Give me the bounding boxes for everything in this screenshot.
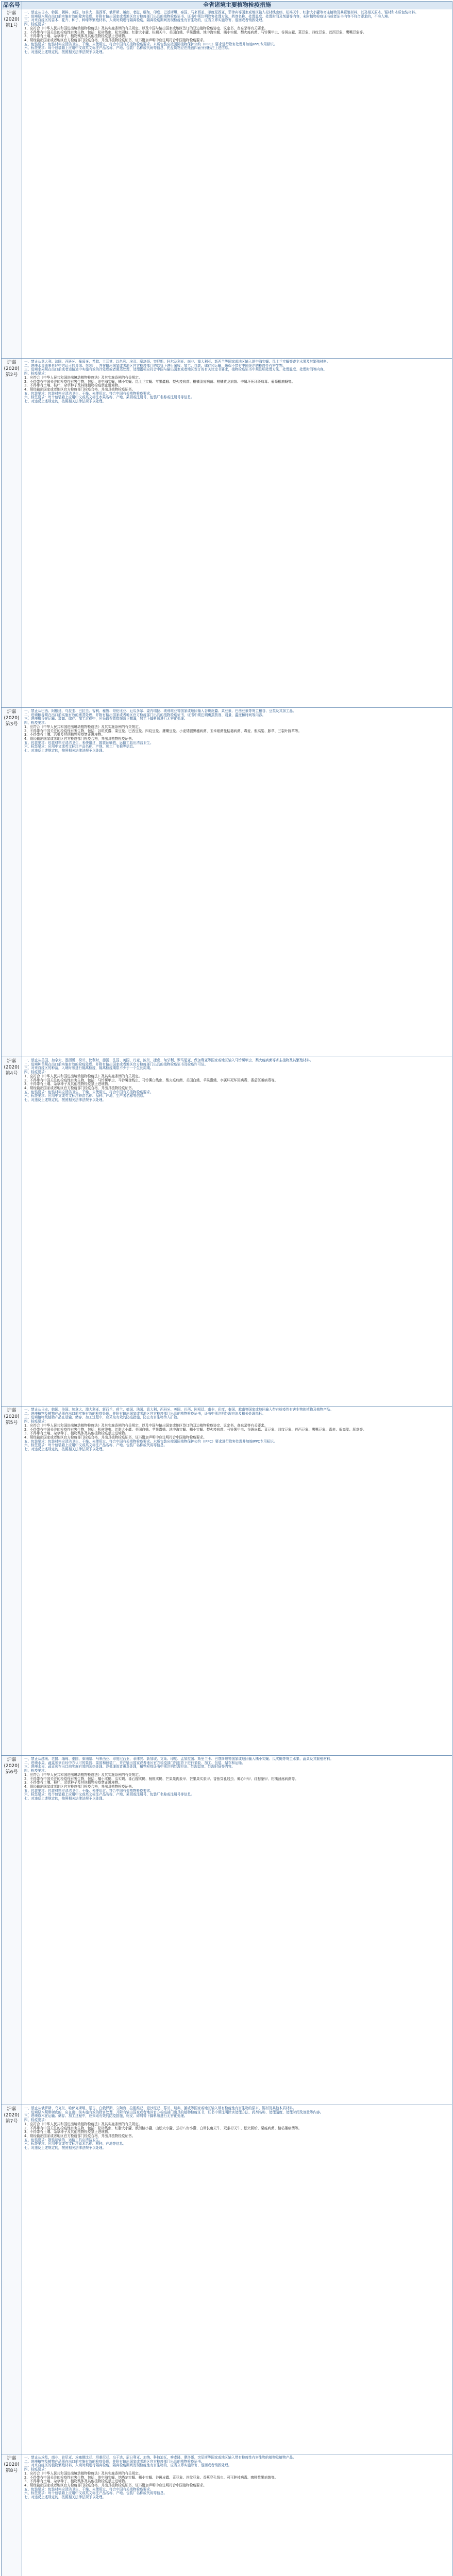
row-code: 沪嘉(2020)第8号 bbox=[2, 2454, 22, 2576]
content-line: 五、包装要求：散装运输的，运输工具应清洁卫生。 bbox=[24, 2138, 103, 2142]
content-line: 七、对违反上述规定的，按照相关法律法规予以处理。 bbox=[24, 1098, 106, 1103]
content-line: 三、进境原木在运输、储存、加工过程中，应采取有效的防疫措施，树皮、碎屑等下脚料须进行无害化处理。 bbox=[24, 2114, 188, 2119]
content-line: 六、标签要求：每个包装箱上应用中文或英文标注产品名称、产地、包装厂名称或代码等信息。 bbox=[24, 1443, 167, 1448]
row-content bbox=[22, 1756, 452, 2105]
table-row bbox=[2, 1057, 452, 1406]
content-line: 四、检疫要求： bbox=[24, 2118, 48, 2123]
content-line: 2、不得带有中国关注的检疫性有害生物，包括：地中海实蝇、纳塔尔实蝇、橘小实蝇、谷斑皮蠹、菜豆象、四纹豆象、香蕉穿孔线虫、可可肿枝病毒、咖啡浆果病菌等。 bbox=[24, 2475, 278, 2480]
content-line: 七、对违反上述规定的，按照相关法律法规予以处理。 bbox=[24, 2146, 106, 2150]
content-line: 3、不得带有土壤、活虫及其他植物检疫禁止进境物。 bbox=[24, 733, 105, 737]
content-line: 3、不得带有土壤、杂草种子及其他植物检疫禁止进境物。 bbox=[24, 1082, 112, 1087]
row-code: 沪嘉(2020)第5号 bbox=[2, 1406, 22, 1756]
content-line: 1、应符合《中华人民共和国进出境动植物检疫法》及其实施条例的有关规定。 bbox=[24, 1772, 142, 1777]
content-line: 六、标签要求：每个包装箱上应用中文或英文标注产品名称、产地、果园或注册号、包装厂名称或注册号等信息。 bbox=[24, 1792, 194, 1797]
content-line: 三、对来自疫区的种苗，入境时须进行隔离检疫，隔离检疫期限不少于一个生长周期。 bbox=[24, 1066, 154, 1071]
table-row bbox=[2, 1756, 452, 2105]
row-content bbox=[22, 2105, 452, 2454]
row-content bbox=[22, 708, 452, 1057]
content-line: 1、应符合《中华人民共和国进出境动植物检疫法》及其实施条例的有关规定，以及中国与输出国家或地区签订的双边植物检疫协定、议定书、备忘录等有关要求。 bbox=[24, 26, 268, 30]
content-line: 一、禁止从埃及、南非、肯尼亚、埃塞俄比亚、坦桑尼亚、乌干达、尼日利亚、加纳、科特迪瓦、喀麦隆、摩洛哥、突尼斯等国家或地区输入带有检疫性有害生物的植物及植物产品。 bbox=[24, 2455, 296, 2460]
content-line: 五、包装要求：包装材料应清洁卫生、干燥、未使用过，符合中国有关植物检疫要求。 bbox=[24, 2487, 154, 2492]
content-line: 七、对违反上述规定的，按照相关法律法规予以处理。 bbox=[24, 399, 106, 404]
content-line: 三、进境粮谷在运输、装卸、储存、加工过程中，应采取有效措施防止撒漏，加工下脚料须进行无害化处理。 bbox=[24, 717, 188, 721]
content-line: 七、对违反上述规定的，按照相关法律法规予以处理。 bbox=[24, 1797, 106, 1801]
content-line: 1、应符合《中华人民共和国进出境动植物检疫法》及其实施条例的有关规定。 bbox=[24, 1074, 142, 1078]
table-header-row bbox=[2, 2, 452, 9]
content-line: 二、进境原木须在出口前实施有效的除害处理，并附有输出国家或者地区官方检疫部门出具的植物检疫证书，证书中须注明除害处理方法、药剂名称、处理温度、处理时间及剂量等内容，未附植物检疫证书或者证书内容不符合要求的，不准入境。 bbox=[24, 14, 392, 19]
content-line: 四、检疫要求： bbox=[24, 1769, 48, 1773]
content-line: 一、禁止从俄罗斯、乌克兰、哈萨克斯坦、蒙古、白俄罗斯、立陶宛、拉脱维亚、爱沙尼亚、芬兰、瑞典、挪威等国家或地区输入带有检疫性有害生物的原木、锯材及其他木质材料。 bbox=[24, 2106, 296, 2110]
content-line: 1、应符合《中华人民共和国进出境动植物检疫法》及其实施条例的有关规定，以及中国与输出国家或地区签订的双边植物检疫协定、议定书、备忘录等有关要求。 bbox=[24, 1423, 268, 1428]
content-line: 2、不得带有中国关注的检疫性有害生物，包括：地中海实蝇、橘小实蝇、昆士兰实蝇、苹果蠹蛾、梨火疫病菌、柑橘溃疡病菌、柑橘黄龙病菌、李属坏死环斑病毒、葡萄根瘤蚜等。 bbox=[24, 379, 295, 384]
content-line: 一、禁止从巴西、阿根廷、乌拉圭、巴拉圭、智利、秘鲁、哥伦比亚、厄瓜多尔、委内瑞拉、玻利维亚等国家或地区输入谷斑皮蠹、菜豆象、巴西豆象等寄主粮谷、豆类及其加工品。 bbox=[24, 709, 296, 713]
content-line: 五、包装要求：包装材料应清洁卫生、干燥、未使用过，符合中国有关植物检疫要求。木质包装应按国际植物保护公约（IPPC）要求进行除害处理并加施IPPC专用标识。 bbox=[24, 1439, 277, 1444]
content-line: 六、标签要求：应用中文或英文标注种苗名称、品种、产地、生产者名称等信息。 bbox=[24, 1094, 147, 1098]
code-column-header: 品名号 bbox=[2, 2, 22, 9]
table-row bbox=[2, 359, 452, 708]
content-line: 四、检疫要求： bbox=[24, 22, 48, 27]
content-line: 六、标签要求：应用中文或英文标注产品名称、产地、加工厂名称等信息。 bbox=[24, 744, 137, 749]
content-line: 4、须经输出国家或者地区官方检疫部门检疫合格，并出具植物检疫证书。 bbox=[24, 1784, 136, 1789]
content-line: 1、应符合《中华人民共和国进出境动植物检疫法》及其实施条例的有关规定。 bbox=[24, 2471, 142, 2476]
content-line: 二、进境水果、蔬菜须来自经中方认可的果园、菜园和包装厂，并在输出国家或者地区官方检疫部门的监管下进行采收、加工、包装、储存和运输。 bbox=[24, 1760, 245, 1765]
content-line: 4、须经输出国家或者地区官方检疫部门检疫合格，并出具植物检疫证书，证书附加声明中应注明符合中国植物检疫要求。 bbox=[24, 38, 207, 42]
content-line: 一、禁止从美国、加拿大、墨西哥、荷兰、比利时、德国、法国、英国、丹麦、波兰、捷克、匈牙利、罗马尼亚、保加利亚等国家或地区输入马铃薯甲虫、梨火疫病菌等寄主植物及其繁殖材料。 bbox=[24, 1058, 313, 1062]
row-code: 沪嘉(2020)第6号 bbox=[2, 1756, 22, 2105]
content-line: 4、须经输出国家或者地区官方检疫部门检疫合格，并出具植物检疫证书。 bbox=[24, 2133, 136, 2138]
content-line: 四、检疫要求： bbox=[24, 1419, 48, 1424]
content-line: 2、不得带有中国关注的检疫性有害生物，包括：谷斑皮蠹、菜豆象、巴西豆象、四纹豆象、鹰嘴豆象、小麦矮腥黑穗病菌、玉米细菌性枯萎病菌、毒麦、假高粱、豚草、三裂叶豚草等。 bbox=[24, 728, 302, 733]
content-line: 四、检疫要求： bbox=[24, 1070, 48, 1075]
content-line: 五、包装要求：包装材料应清洁卫生、干燥、未使用过，符合中国有关植物检疫要求。 bbox=[24, 1090, 154, 1094]
table-row bbox=[2, 1406, 452, 1756]
content-line: 三、进境水果须在出口前或者运输途中实施有效的冷处理或者熏蒸处理，处理指标应符合中国与输出国家或者地区签订的有关议定书要求，植物检疫证书中须注明处理方法、处理温度、处理时间等内容。 bbox=[24, 367, 327, 372]
content-line: 一、禁止从日本、韩国、美国、加拿大、澳大利亚、新西兰、荷兰、德国、法国、意大利、西班牙、英国、巴西、阿根廷、南非、印度、泰国、越南等国家或地区输入带有检疫性有害生物的植物及植物产品。 bbox=[24, 1408, 334, 1412]
content-line: 四、检疫要求： bbox=[24, 371, 48, 376]
content-line: 二、进境原木须带树皮的，应在出口前实施有效的除害处理，并附有输出国家或者地区官方检疫部门出具的植物检疫证书，证书中须注明除害处理方法、药剂名称、处理温度、处理时间及剂量等内容。 bbox=[24, 2110, 324, 2114]
row-content bbox=[22, 1406, 452, 1756]
row-content bbox=[22, 9, 452, 359]
content-line: 六、标签要求：应用中文或英文标注原木名称、树种、产地等信息。 bbox=[24, 2142, 126, 2146]
content-line: 五、包装要求：包装材料应清洁卫生、干燥、未使用过，符合中国有关植物检疫要求。 bbox=[24, 391, 154, 396]
table-row bbox=[2, 9, 452, 359]
content-line: 4、须经输出国家或者地区官方检疫部门检疫合格，并出具植物检疫证书。 bbox=[24, 387, 136, 392]
row-code: 沪嘉(2020)第4号 bbox=[2, 1057, 22, 1406]
table-row bbox=[2, 2105, 452, 2454]
content-line: 4、须经输出国家或者地区官方检疫部门检疫合格，并出具植物检疫证书，证书附加声明中应注明符合中国植物检疫要求。 bbox=[24, 1435, 207, 1439]
row-code: 沪嘉(2020)第3号 bbox=[2, 708, 22, 1057]
content-line: 三、对来自疫区的植物繁殖材料，入境时须进行隔离检疫，隔离检疫期间发现检疫性有害生物的，应当立即实施除害、退回或者销毁处理。 bbox=[24, 2463, 232, 2468]
content-line: 二、进境粮谷须在出口前实施有效的熏蒸处理，并附有输出国家或者地区官方检疫部门出具的植物检疫证书，证书中须注明熏蒸药剂、剂量、温度和时间等内容。 bbox=[24, 713, 266, 717]
content-line: 五、包装要求：包装材料应清洁卫生、未使用过，散装运输的，运输工具应清洁卫生。 bbox=[24, 740, 154, 745]
content-line: 2、不得带有中国关注的检疫性有害生物，包括：马铃薯甲虫、马铃薯金线虫、马铃薯白线虫、梨火疫病菌、美国白蛾、苹果蠹蛾、李属坏死环斑病毒、番茄斑萎病毒等。 bbox=[24, 1078, 278, 1082]
content-line: 1、应符合《中华人民共和国进出境动植物检疫法》及其实施条例的有关规定。 bbox=[24, 2122, 142, 2126]
table-body bbox=[2, 9, 452, 2576]
row-code: 沪嘉(2020)第2号 bbox=[2, 359, 22, 708]
content-line: 四、检疫要求： bbox=[24, 2467, 48, 2472]
table-title: 全省诸境主要植物检疫措施 bbox=[22, 2, 452, 9]
content-line: 七、对违反上述规定的，按照相关法律法规予以处理。 bbox=[24, 2495, 106, 2500]
content-line: 三、对来自疫区的苗木、花卉、种子、种球等繁殖材料，入境时须进行隔离检疫，隔离检疫期间发现检疫性有害生物的，应当立即实施除害、退回或者销毁处理。 bbox=[24, 18, 266, 23]
content-line: 3、不得带有土壤、杂草种子、植物残体及其他植物检疫禁止进境物。 bbox=[24, 2479, 129, 2484]
content-line: 4、须经输出国家或者地区官方检疫部门检疫合格，并出具植物检疫证书，证书附加声明中应注明符合中国植物检疫要求。 bbox=[24, 2483, 207, 2487]
content-line: 六、标签要求：每个包装箱上应用中文或英文标注产品名称、产地、包装厂名称或代码等信息，托盘货物应在托盘四面分别标注上述信息。 bbox=[24, 46, 232, 50]
content-line: 四、检疫要求： bbox=[24, 721, 48, 725]
row-code: 沪嘉(2020)第1号 bbox=[2, 9, 22, 359]
content-line: 3、不得带有土壤、枝叶、杂草种子及其他植物检疫禁止进境物。 bbox=[24, 383, 122, 388]
content-line: 七、对违反上述规定的，按照相关法律法规予以处理。 bbox=[24, 749, 106, 753]
measures-table bbox=[1, 1, 452, 2576]
content-line: 一、禁止从越南、老挝、缅甸、泰国、柬埔寨、马来西亚、印度尼西亚、菲律宾、新加坡、文莱、印度、孟加拉国、斯里兰卡、巴基斯坦等国家或地区输入橘小实蝇、瓜实蝇等寄主水果、蔬菜及其繁殖材料。 bbox=[24, 1757, 334, 1761]
row-content bbox=[22, 1057, 452, 1406]
content-line: 2、不得带有中国关注的检疫性有害生物，包括：松材线虫、红脂大小蠹、美国白蛾、苹果蠹蛾、地中海实蝇、橘小实蝇、梨火疫病菌、马铃薯甲虫、谷斑皮蠹、菜豆象、四纹豆象、巴西豆象、鹰嘴豆象、毒麦、假高粱、豚草等。 bbox=[24, 1427, 366, 1432]
content-line: 七、对违反上述规定的，按照相关法律法规予以处理。 bbox=[24, 1447, 106, 1452]
content-line: 六、标签要求：每个包装箱上应用中文或英文标注产品名称、产地、包装厂名称或代码等信息。 bbox=[24, 2491, 167, 2496]
content-line: 2、不得带有中国关注的检疫性有害生物，包括：松材线虫、红脂大小蠹、欧洲榆小蠹、山松大小蠹、云杉八齿小蠹、白带长角天牛、双条杉天牛、松突圆蚧、栗疫病菌、榆枯萎病菌等。 bbox=[24, 2126, 302, 2130]
content-line: 六、标签要求：每个包装箱上应用中文或英文标注水果名称、产地、果园或注册号、包装厂名称或注册号等信息。 bbox=[24, 395, 194, 400]
content-line: 二、进境种苗须在出口前实施有效的检疫处理，并附有输出国家或者地区官方检疫部门出具的植物检疫证书及检疫许可证。 bbox=[24, 1062, 208, 1066]
content-line: 二、进境植物及植物产品须在出口前实施有效的检疫处理，并附有输出国家或者地区官方检疫部门出具的植物检疫证书。 bbox=[24, 2459, 205, 2464]
content-line: 3、不得带有土壤、杂草种子、植物残体及其他植物检疫禁止进境物。 bbox=[24, 34, 129, 39]
content-line: 1、应符合《中华人民共和国进出境动植物检疫法》及其实施条例的有关规定。 bbox=[24, 375, 142, 380]
table-row bbox=[2, 2454, 452, 2576]
content-line: 二、进境植物及植物产品须在出口前实施有效的检疫处理，并附有输出国家或者地区官方检疫部门出具的植物检疫证书，证书中须注明处理方法及相关处理指标。 bbox=[24, 1411, 266, 1416]
content-line: 七、对违反上述规定的，按照相关法律法规予以处理。 bbox=[24, 50, 106, 55]
content-line: 2、不得带有中国关注的检疫性有害生物，包括：松材线虫、松突圆蚧、红脂大小蠹、松褐天牛、美国白蛾、苹果蠹蛾、地中海实蝇、橘小实蝇、梨火疫病菌、马铃薯甲虫、谷斑皮蠹、菜豆象、四纹豆象、巴西豆象、鹰嘴豆象等。 bbox=[24, 30, 366, 35]
content-line: 4、须经输出国家或者地区官方检疫部门检疫合格，并出具植物检疫证书。 bbox=[24, 1086, 136, 1090]
content-line: 3、不得带有土壤、枝叶、杂草种子及其他植物检疫禁止进境物。 bbox=[24, 1781, 122, 1785]
row-code: 沪嘉(2020)第7号 bbox=[2, 2105, 22, 2454]
row-content bbox=[22, 359, 452, 708]
content-line: 一、禁止从日本、韩国、朝鲜、美国、加拿大、墨西哥、俄罗斯、越南、老挝、缅甸、印度、巴基斯坦、泰国、马来西亚、印度尼西亚、菲律宾等国家或地区输入松材线虫病、松褐天牛、红脂大小蠹等寄主植物及其繁殖材料，以及相关原木、锯材和木质包装材料。 bbox=[24, 10, 418, 14]
content-line: 3、不得带有土壤、杂草种子及其他植物检疫禁止进境物。 bbox=[24, 2130, 112, 2134]
content-line: 4、须经输出国家或者地区官方检疫部门检疫合格，并出具植物检疫证书。 bbox=[24, 736, 136, 741]
content-line: 三、进境植物及植物产品在运输、储存、加工过程中，应采取有效的防疫措施，防止有害生物传入扩散。 bbox=[24, 1415, 181, 1420]
content-line: 1、应符合《中华人民共和国进出境动植物检疫法》及其实施条例的有关规定。 bbox=[24, 724, 142, 729]
content-line: 二、进境水果须来自经中方认可的果园、包装厂，并在输出国家或者地区官方检疫部门的监管下进行采收、加工、包装、储存和运输，确保不带有中国关注的检疫性有害生物。 bbox=[24, 363, 286, 368]
content-line: 五、包装要求：包装材料应清洁卫生、干燥、未使用过，符合中国有关植物检疫要求。木质包装应按国际植物保护公约（IPPC）要求进行除害处理并加施IPPC专用标识。 bbox=[24, 42, 277, 46]
table-row bbox=[2, 708, 452, 1057]
content-line: 一、禁止从意大利、法国、西班牙、葡萄牙、希腊、土耳其、以色列、埃及、摩洛哥、突尼斯、阿尔及利亚、南非、澳大利亚、新西兰等国家或地区输入地中海实蝇、昆士兰实蝇等寄主水果及其繁殖材料。 bbox=[24, 360, 330, 364]
content-line: 3、不得带有土壤、杂草种子、植物残体及其他植物检疫禁止进境物。 bbox=[24, 1431, 129, 1436]
content-line: 2、不得带有中国关注的检疫性有害生物，包括：橘小实蝇、瓜实蝇、番石榴实蝇、杨桃实蝇、芒果果肉象甲、芒果果实象甲、香蕉穿孔线虫、椰心叶甲、红棕象甲、柑橘溃疡病菌等。 bbox=[24, 1776, 298, 1781]
row-content bbox=[22, 2454, 452, 2576]
content-line: 五、包装要求：包装材料应清洁卫生、干燥、未使用过，符合中国有关植物检疫要求。 bbox=[24, 1788, 154, 1793]
content-line: 三、进境水果、蔬菜须在出口前实施有效的蒸热处理、冷处理或者熏蒸处理，植物检疫证书中须注明处理方法、处理温度、处理时间等内容。 bbox=[24, 1765, 235, 1769]
